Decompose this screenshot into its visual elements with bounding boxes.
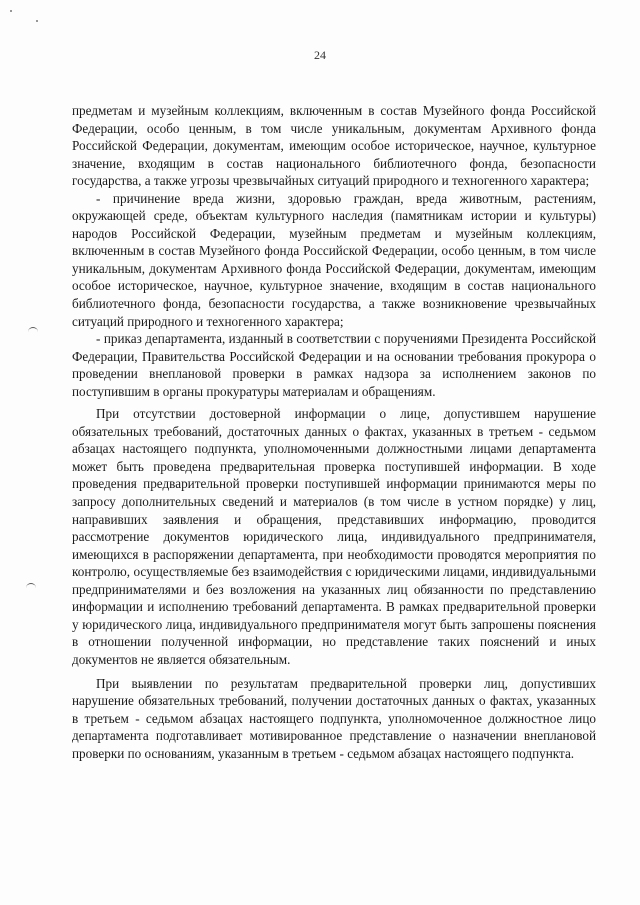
scan-speck (10, 10, 12, 12)
paragraph-continuation: предметам и музейным коллекциям, включенным в состав Музейного фонда Российской Федерации, особо ценным, в том числе уникальным, документам Архивного фонда Российской Федерации, документам, имеющим особое историческое, научное, культурное значение, входящим в состав национального библиотечного фонда, безопасности государства, а также угрозы чрезвычайных ситуаций природного и техногенного характера; (72, 103, 596, 189)
page-number: 24 (314, 48, 326, 62)
paragraph-list-item-harm: - причинение вреда жизни, здоровью граждан, вреда животным, растениям, окружающей среде, объектам культурного наследия (памятникам истории и культуры) народов Российской Федерации, музейным предметам и музейным коллекциям, включенным в состав Музейного фонда Российской Федерации, особо ценным, в том числе уникальным, документам Архивного фонда Российской Федерации, документам, имеющим особое историческое, научное, культурное значение, входящим в состав национального библиотечного фонда, безопасности государства, а также возникновение чрезвычайных ситуаций природного и техногенного характера; (72, 190, 596, 329)
paragraph-preliminary-check: При отсутствии достоверной информации о лице, допустившем нарушение обязательных требований, достаточных данных о фактах, указанных в третьем - седьмом абзацах настоящего подпункта, уполномоченными должностными лицами департамента может быть проведена предварительная проверка поступившей информации. В ходе проведения предварительной проверки поступившей информации принимаются меры по запросу дополнительных сведений и материалов (в том числе в устном порядке) у лиц, направивших заявления и обращения, представивших информацию, проводится рассмотрение документов юридического лица, индивидуального предпринимателя, имеющихся в распоряжении департамента, при необходимости проводятся мероприятия по контролю, осуществляемые без взаимодействия с юридическими лицами, индивидуальными предпринимателями и без возложения на указанных лиц обязанности по представлению информации и исполнению требований департамента. В рамках предварительной проверки у юридического лица, индивидуального предпринимателя могут быть запрошены пояснения в отношении полученной информации, но представление таких пояснений и иных документов не является обязательным. (72, 406, 596, 667)
binding-hole-mark (28, 327, 38, 333)
paragraph-motivated-submission: При выявлении по результатам предварительной проверки лиц, допустивших нарушение обязательных требований, получении достаточных данных о фактах, указанных в третьем - седьмом абзацах настоящего подпункта, уполномоченное должностное лицо департамента подготавливает мотивированное представление о назначении внеплановой проверки по основаниям, указанным в третьем - седьмом абзацах настоящего подпункта. (72, 675, 596, 761)
scan-speck (36, 20, 38, 22)
binding-hole-mark (26, 583, 36, 589)
body-text (72, 102, 596, 762)
paragraph-list-item-order: - приказ департамента, изданный в соответствии с поручениями Президента Российской Федерации, Правительства Российской Федерации и на основании требования прокурора о проведении внеплановой проверки в рамках надзора за исполнением законов по поступившим в органы прокуратуры материалам и обращениям. (72, 331, 596, 399)
